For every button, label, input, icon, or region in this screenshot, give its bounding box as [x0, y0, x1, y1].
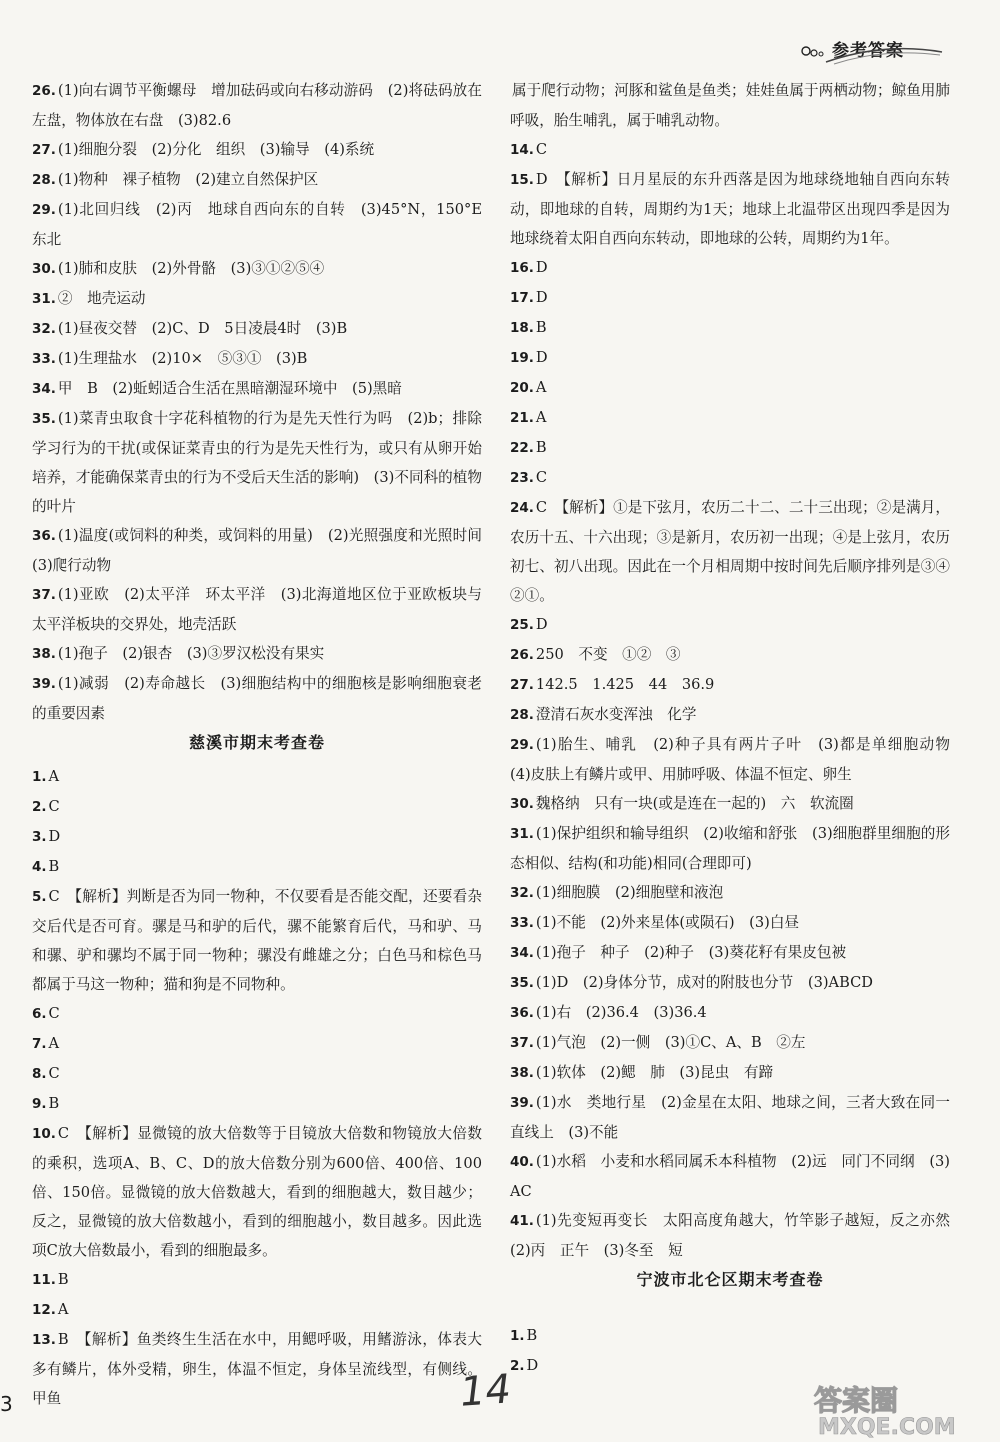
answer-text: (1)北回归线 (2)丙 地球自西向东的自转 (3)45°N，150°E 东北	[32, 201, 497, 248]
cixi-answer-item	[32, 1089, 482, 1119]
question-number: 21.	[510, 410, 534, 426]
answer-text: C 【解析】判断是否为同一物种，不仅要看是否能交配，还要看杂交后代是否可育。骡是马和驴的后代，骡不能繁育后代，马和驴、马和骡、驴和骡均不属于同一物种；骡没有雌雄之分；白色马和棕色马都属于马这一物种；猫和狗是不同物种。	[32, 888, 482, 993]
beilun-entries	[510, 1321, 950, 1381]
answer-text: (1)向右调节平衡螺母 增加砝码或向右移动游码 (2)将砝码放在左盘，物体放在右盘 (3)82.6	[32, 82, 482, 129]
answer-text: (1)减弱 (2)寿命越长 (3)细胞结构中的细胞核是影响细胞衰老的重要因素	[32, 675, 482, 722]
answer-item	[510, 433, 950, 463]
cixi-answer-item	[32, 792, 482, 822]
question-number: 17.	[510, 290, 534, 306]
answer-item	[32, 344, 482, 374]
question-number: 3.	[32, 829, 47, 845]
answer-item	[510, 463, 950, 493]
answer-item	[32, 284, 482, 314]
right-column	[510, 76, 965, 1381]
answer-text: D	[535, 349, 548, 366]
section-title-beilun: 宁波市北仑区期末考查卷	[636, 1270, 824, 1289]
answer-text: (1)右 (2)36.4 (3)36.4	[535, 1004, 707, 1021]
answer-item	[510, 165, 950, 253]
section-spacer	[510, 1299, 950, 1321]
answer-text: (1)细胞膜 (2)细胞壁和液泡	[535, 884, 724, 901]
answer-text: (1)保护组织和输导组织 (2)收缩和舒张 (3)细胞群里细胞的形态相似、结构(和功能)相同(合理即可)	[510, 825, 950, 872]
answer-text: (1)温度(或饲料的种类，或饲料的用量) (2)光照强度和光照时间 (3)爬行动物	[32, 527, 497, 574]
question-number: 27.	[32, 142, 56, 158]
cixi-answer-item	[32, 999, 482, 1029]
cixi-answer-item	[32, 1119, 482, 1265]
cixi-answer-item	[32, 822, 482, 852]
answer-text: ② 地壳运动	[57, 290, 146, 307]
answer-item	[510, 998, 950, 1028]
answer-text: C 【解析】显微镜的放大倍数等于目镜放大倍数和物镜放大倍数的乘积，选项A、B、C、D的放大倍数分别为600倍、400倍、100倍、150倍。显微镜的放大倍数越大，看到的细胞越大，数目越少；反之，显微镜的放大倍数越小，看到的细胞越小，数目越多。因此选项C放大倍数最小，看到的细胞最多。	[32, 1125, 482, 1259]
answer-text: C 【解析】①是下弦月，农历二十二、二十三出现；②是满月，农历十五、十六出现；③是新月，农历初一出现；④是上弦月，农历初七、初八出现。因此在一个月相周期中按时间先后顺序排列是③④②①。	[510, 499, 950, 604]
question-number: 12.	[32, 1302, 56, 1318]
answer-text: B	[57, 1271, 69, 1288]
left-entries	[32, 76, 497, 728]
question-number: 24.	[510, 500, 534, 516]
answer-item	[510, 1088, 950, 1147]
answer-item	[510, 373, 950, 403]
answer-text: (1)水稻 小麦和水稻同属禾本科植物 (2)远 同门不同纲 (3)AC	[510, 1153, 950, 1200]
question-number: 7.	[32, 1036, 47, 1052]
question-number: 37.	[32, 587, 56, 603]
answer-text: (1)先变短再变长 太阳高度角越大，竹竿影子越短，反之亦然 (2)丙 正午 (3)冬至 短	[510, 1212, 965, 1259]
answer-item	[510, 819, 950, 878]
question-number: 4.	[32, 859, 47, 875]
section-title-cixi: 慈溪市期末考查卷	[188, 733, 325, 752]
answer-item	[32, 580, 482, 639]
edge-page-number: 3	[0, 1392, 13, 1416]
answer-text: C	[535, 141, 548, 158]
answer-text: (1)昼夜交替 (2)C、D 5日凌晨4时 (3)B	[57, 320, 348, 337]
question-number: 1.	[32, 769, 47, 785]
question-number: 31.	[32, 291, 56, 307]
answer-item	[510, 730, 965, 789]
question-number: 14.	[510, 142, 534, 158]
question-number: 13.	[32, 1332, 56, 1348]
swoosh-decoration-icon	[824, 46, 944, 66]
answer-text: (1)菜青虫取食十字花科植物的行为是先天性行为吗 (2)b；排除学习行为的干扰(或保证菜青虫的行为是先天性行为，或只有从卵开始培养，才能确保菜青虫的行为不受后天生活的影响) (3)不同科的植物的叶片	[32, 410, 482, 515]
question-number: 36.	[510, 1005, 534, 1021]
answer-text: (1)气泡 (2)一侧 (3)①C、A、B ②左	[535, 1034, 806, 1051]
answer-text: (1)D (2)身体分节，成对的附肢也分节 (3)ABCD	[535, 974, 873, 991]
answer-text: (1)水 类地行星 (2)金星在太阳、地球之间，三者大致在同一直线上 (3)不能	[510, 1094, 950, 1141]
answer-text: B	[535, 319, 547, 336]
question-number: 33.	[32, 351, 56, 367]
answer-text: B	[48, 1095, 60, 1112]
answer-text: D	[535, 616, 548, 633]
question-number: 28.	[510, 707, 534, 723]
beilun-answer-item	[510, 1321, 950, 1351]
question-number: 41.	[510, 1213, 534, 1229]
cixi-answer-item	[32, 762, 482, 792]
question-number: 39.	[32, 676, 56, 692]
answer-item	[510, 283, 950, 313]
cixi-answer-item	[32, 852, 482, 882]
question-number: 36.	[32, 528, 56, 544]
answer-item	[510, 640, 950, 670]
answer-text: B	[526, 1327, 538, 1344]
handwritten-page-number: 14	[458, 1366, 513, 1416]
answer-text: (1)软体 (2)鳃 肺 (3)昆虫 有蹄	[535, 1064, 774, 1081]
question-number: 6.	[32, 1006, 47, 1022]
header-title: 参考答案	[832, 41, 904, 61]
answer-text: D	[48, 828, 61, 845]
answer-text: D	[526, 1357, 539, 1374]
cixi-answer-item	[32, 1029, 482, 1059]
question-number: 26.	[32, 83, 56, 99]
beilun-answer-item	[510, 1351, 950, 1381]
answer-text: B	[535, 439, 547, 456]
question-number: 32.	[32, 321, 56, 337]
question-number: 32.	[510, 885, 534, 901]
watermark-text: 答案圈	[814, 1384, 899, 1417]
answer-item	[510, 493, 950, 610]
cixi-answer-item	[32, 1059, 482, 1089]
answer-item	[32, 521, 497, 580]
cixi-answer-item	[32, 1295, 482, 1325]
answer-item	[32, 314, 482, 344]
answer-item	[510, 76, 950, 135]
answer-item	[32, 165, 482, 195]
cixi-entries	[32, 762, 482, 1413]
answer-item	[32, 254, 482, 284]
answer-text: (1)肺和皮肤 (2)外骨骼 (3)③①②⑤④	[57, 260, 325, 277]
answer-item	[32, 374, 482, 404]
answer-text: C	[48, 1065, 60, 1082]
answer-text: 250 不变 ①② ③	[535, 646, 681, 663]
answer-item	[510, 610, 950, 640]
question-number: 38.	[32, 646, 56, 662]
cixi-answer-item	[32, 882, 482, 999]
answer-text: (1)孢子 种子 (2)种子 (3)葵花籽有果皮包被	[535, 944, 847, 961]
question-number: 9.	[32, 1096, 47, 1112]
answer-item	[510, 1147, 950, 1206]
answer-text: D	[535, 289, 548, 306]
mxqe-watermark-logo	[802, 1380, 992, 1438]
question-number: 28.	[32, 172, 56, 188]
question-number: 31.	[510, 826, 534, 842]
answer-item	[510, 343, 950, 373]
answer-text: A	[57, 1301, 69, 1318]
answer-text: D 【解析】日月星辰的东升西落是因为地球绕地轴自西向东转动，即地球的自转，周期约为1天；地球上北温带区出现四季是因为地球绕着太阳自西向东转动，即地球的公转，周期约为1年。	[510, 171, 950, 247]
answer-item	[510, 253, 950, 283]
answer-text: 142.5 1.425 44 36.9	[535, 676, 715, 693]
right-entries	[510, 76, 965, 1265]
answer-item	[510, 313, 950, 343]
answer-item	[510, 938, 950, 968]
answer-text: (1)细胞分裂 (2)分化 组织 (3)输导 (4)系统	[57, 141, 375, 158]
question-number: 26.	[510, 647, 534, 663]
answer-item	[510, 135, 950, 165]
answer-item	[32, 404, 482, 521]
answer-item	[32, 195, 497, 254]
answer-text: D	[535, 259, 548, 276]
answer-text: (1)物种 裸子植物 (2)建立自然保护区	[57, 171, 319, 188]
answer-text: 澄清石灰水变浑浊 化学	[535, 706, 697, 723]
question-number: 23.	[510, 470, 534, 486]
cixi-answer-item	[32, 1325, 482, 1413]
cixi-answer-item	[32, 1265, 482, 1295]
question-number: 25.	[510, 617, 534, 633]
answer-text: (1)孢子 (2)银杏 (3)③罗汉松没有果实	[57, 645, 325, 662]
answer-item	[510, 700, 950, 730]
answer-item	[510, 1028, 950, 1058]
answer-item	[510, 1058, 950, 1088]
question-number: 34.	[32, 381, 56, 397]
question-number: 11.	[32, 1272, 56, 1288]
answer-text: (1)不能 (2)外来星体(或陨石) (3)白昼	[535, 914, 800, 931]
question-number: 5.	[32, 889, 47, 905]
answer-item	[510, 968, 950, 998]
answer-item	[32, 135, 482, 165]
answer-item	[510, 789, 950, 819]
page-header	[800, 36, 904, 61]
question-number: 38.	[510, 1065, 534, 1081]
answer-text: C	[535, 469, 548, 486]
question-number: 16.	[510, 260, 534, 276]
question-number: 29.	[510, 737, 534, 753]
answer-text: A	[48, 768, 60, 785]
question-number: 22.	[510, 440, 534, 456]
answer-item	[510, 908, 950, 938]
answer-text: (1)生理盐水 (2)10× ⑤③① (3)B	[57, 350, 308, 367]
answer-text: A	[48, 1035, 60, 1052]
question-number: 40.	[510, 1154, 534, 1170]
answer-text: 甲 B (2)蚯蚓适合生活在黑暗潮湿环境中 (5)黑暗	[57, 380, 402, 397]
question-number: 10.	[32, 1126, 56, 1142]
watermark-url: MXQE.COM	[818, 1415, 956, 1438]
question-number: 27.	[510, 677, 534, 693]
answer-text: 属于爬行动物；河豚和鲨鱼是鱼类；娃娃鱼属于两栖动物；鲸鱼用肺呼吸，胎生哺乳，属于哺乳动物。	[510, 82, 950, 129]
answer-item	[510, 878, 950, 908]
question-number: 20.	[510, 380, 534, 396]
answer-item	[510, 670, 950, 700]
question-number: 39.	[510, 1095, 534, 1111]
question-number: 35.	[32, 411, 56, 427]
answer-text: 魏格纳 只有一块(或是连在一起的) 六 软流圈	[535, 795, 854, 812]
question-number: 35.	[510, 975, 534, 991]
question-number: 8.	[32, 1066, 47, 1082]
answer-text: B	[48, 858, 60, 875]
answer-item	[510, 403, 950, 433]
answer-text: C	[48, 798, 60, 815]
answer-text: (1)亚欧 (2)太平洋 环太平洋 (3)北海道地区位于亚欧板块与太平洋板块的交界处，地壳活跃	[32, 586, 482, 633]
question-number: 1.	[510, 1328, 525, 1344]
question-number: 2.	[510, 1358, 525, 1374]
question-number: 33.	[510, 915, 534, 931]
answer-text: (1)胎生、哺乳 (2)种子具有两片子叶 (3)都是单细胞动物 (4)皮肤上有鳞片或甲、用肺呼吸、体温不恒定、卵生	[510, 736, 965, 783]
question-number: 2.	[32, 799, 47, 815]
question-number: 18.	[510, 320, 534, 336]
answer-text: A	[535, 409, 547, 426]
question-number: 34.	[510, 945, 534, 961]
question-number: 29.	[32, 202, 56, 218]
question-number: 37.	[510, 1035, 534, 1051]
question-number: 15.	[510, 172, 534, 188]
question-number: 30.	[510, 796, 534, 812]
answer-text: A	[535, 379, 547, 396]
question-number: 19.	[510, 350, 534, 366]
answer-item	[510, 1206, 965, 1265]
question-number: 30.	[32, 261, 56, 277]
answer-item	[32, 639, 482, 669]
answer-text: C	[48, 1005, 60, 1022]
answer-item	[32, 76, 482, 135]
answer-text: B 【解析】鱼类终生生活在水中，用鳃呼吸，用鳍游泳，体表大多有鳞片，体外受精，卵生，体温不恒定，身体呈流线型，有侧线。甲鱼	[32, 1331, 482, 1407]
answer-item	[32, 669, 482, 728]
